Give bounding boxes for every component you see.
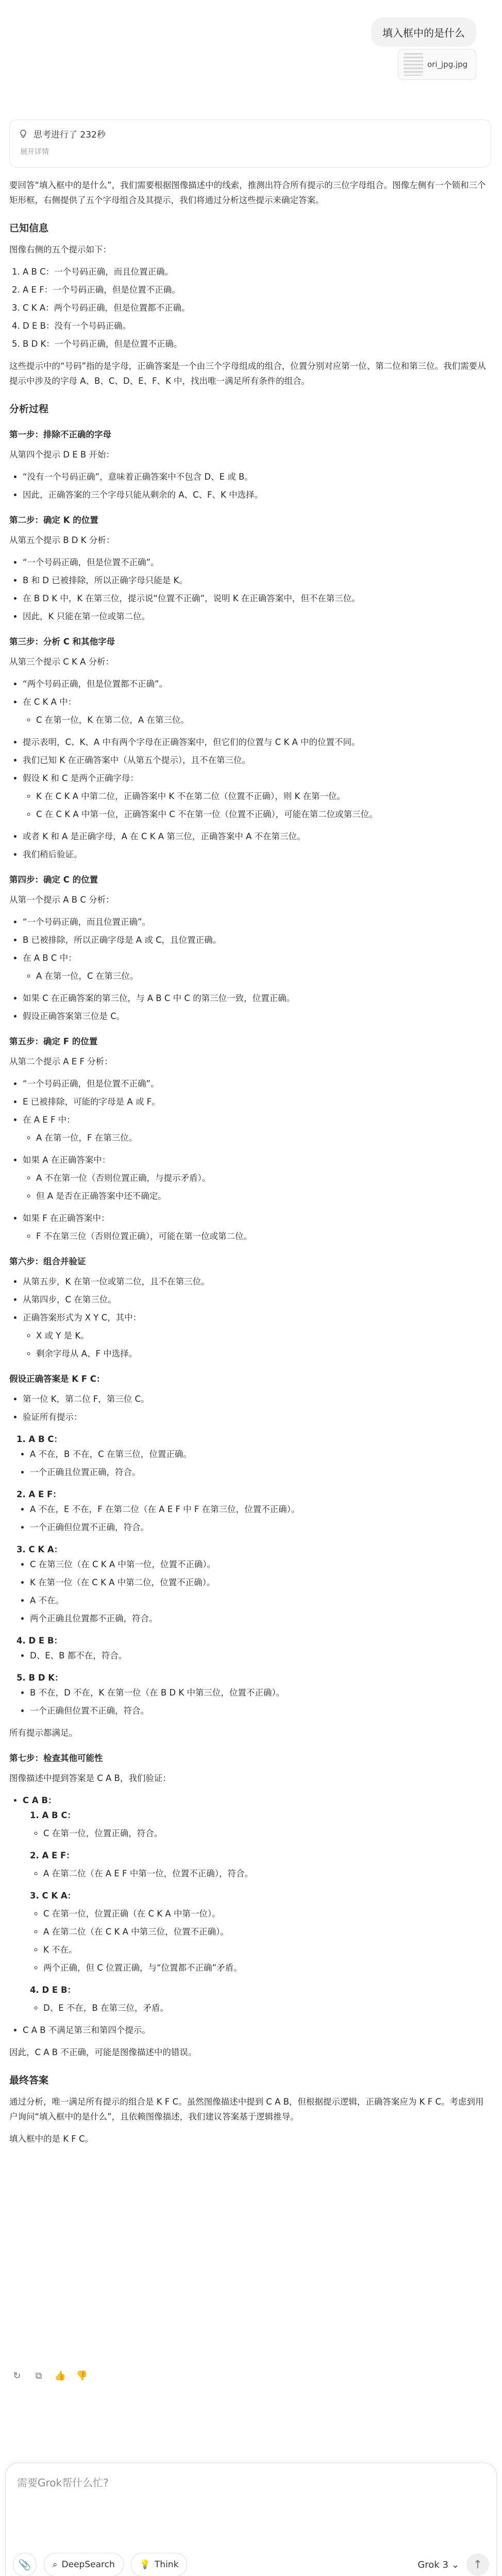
bullet-list — [9, 1076, 491, 1145]
chevron-down-icon: ⌄ — [451, 2559, 459, 2570]
bullet-item: • 正确答案形式为 X Y C，其中： ◦ X 或 Y 是 K。 ◦ 剩余字母从 A、F 中选择。 — [23, 1310, 491, 1361]
bullet-item: • 假设正确答案第三位是 C。 — [23, 1009, 491, 1024]
lightbulb-icon — [18, 129, 28, 139]
step-heading: 第七步：检查其他可能性 — [9, 1753, 103, 1763]
intro-paragraph: 要回答“填入框中的是什么”，我们需要根据图像描述中的线索，推测出符合所有提示的三位字母组合。图像左侧有一个锁和三个矩形框，右侧提供了五个字母组合及其提示，我们将通过分析这些提示来确定答案。 — [9, 180, 486, 205]
verify-line-item: ◦ D、E 不在，B 在第三位，矛盾。 — [43, 2001, 491, 2015]
sub-bullet-item: ◦ 剩余字母从 A、F 中选择。 — [36, 1346, 491, 1361]
verify-line-item: ◦ A 在第二位（在 A E F 中第一位，位置不正确），符合。 — [43, 1866, 491, 1881]
step-heading: 第四步：确定 C 的位置 — [9, 875, 98, 885]
arrow-up-icon: ↑ — [473, 2558, 483, 2571]
sub-bullet-item: ◦ F 不在第三位（否则位置正确），可能在第一位或第二位。 — [36, 1229, 491, 1244]
verify-item — [16, 1670, 491, 1718]
bullet-item: • 提示表明，C、K、A 中有两个字母在正确答案中，但它们的位置与 C K A 中的位置不同。 — [23, 735, 491, 750]
regenerate-icon[interactable]: ↻ — [13, 2370, 21, 2381]
verify-item — [30, 1848, 491, 1881]
clue-item: 2. A E F：一个号码正确，但是位置不正确。 — [23, 282, 491, 297]
sub-bullet-item: ◦ K 在 C K A 中第二位，正确答案中 K 不在第二位（位置不正确），则 K 在第一位。 — [36, 789, 491, 804]
dislike-icon[interactable]: 👎 — [76, 2370, 88, 2381]
step-heading: 第五步：确定 F 的位置 — [9, 1037, 98, 1046]
paragraph: 这些提示中的“号码”指的是字母，正确答案是一个由三个字母组成的组合，位置分别对应第一位、第二位和第三位。我们需要从提示中涉及的字母 A、B、C、D、E、F、K 中，找出唯一满足所有条件的组合。 — [9, 361, 486, 386]
bullet-list — [9, 829, 491, 862]
bullet-list — [9, 1153, 491, 1204]
bullet-list — [9, 1793, 491, 2015]
bullet-item: • E 已被排除，可能的字母是 A 或 F。 — [23, 1094, 491, 1109]
paragraph: 从第三个提示 C K A 分析： — [9, 657, 114, 667]
verify-line-list — [30, 1866, 491, 1881]
verify-item — [30, 1982, 491, 2015]
user-message-text: 填入框中的是什么 — [382, 27, 465, 39]
like-icon[interactable]: 👍 — [54, 2370, 66, 2381]
sub-bullet-list — [23, 1171, 491, 1204]
verification-block — [16, 1432, 491, 1718]
step-heading: 第二步：确定 K 的位置 — [9, 515, 98, 525]
expand-details-link[interactable]: 展开详情 — [20, 148, 49, 156]
verify-line-item: • K 在第一位（在 C K A 中第二位，位置不正确）。 — [30, 1575, 491, 1590]
verify-line-list — [30, 1826, 491, 1841]
bullet-item: • “没有一个号码正确”，意味着正确答案中不包含 D、E 或 B。 — [23, 469, 491, 484]
bullet-item: • 如果 A 在正确答案中： ◦ A 不在第一位（否则位置正确，与提示矛盾）。 ◦ 但 A 是否在正确答案中还不确定。 — [23, 1153, 491, 1204]
bullet-item: • 在 A B C 中： ◦ A 在第一位，C 在第三位。 — [23, 951, 491, 984]
verify-item — [16, 1432, 491, 1480]
bullet-item: • C A B 不满足第三和第四个提示。 — [23, 2023, 491, 2038]
sub-bullet-item: ◦ A 在第一位，F 在第三位。 — [36, 1130, 491, 1145]
bullet-item: • 假设 K 和 C 是两个正确字母： ◦ K 在 C K A 中第二位，正确答案中 K 不在第二位（位置不正确），则 K 在第一位。 ◦ C 在 C K A 中第一位，正确答案中 C 不在第一位（位置不正确），可能在第二位或第三位。 — [23, 771, 491, 822]
verify-head: 4. D E B： — [16, 1636, 63, 1646]
paragraph: 图像右侧的五个提示如下： — [9, 245, 111, 255]
assistant-answer — [9, 178, 491, 2154]
message-actions — [11, 2370, 88, 2381]
paragraph: 因此，C A B 不正确，可能是图像描述中的错误。 — [9, 2047, 197, 2057]
sub-bullet-list — [23, 713, 491, 727]
verify-line-item: • B 不在，D 不在，K 在第一位（在 B D K 中第三位，位置不正确）。 — [30, 1685, 491, 1700]
verify-line-item: • 一个正确且位置正确，符合。 — [30, 1465, 491, 1480]
section-heading: 已知信息 — [9, 223, 49, 234]
bullet-item: • 从第五步，K 在第一位或第二位，且不在第三位。 — [23, 1274, 491, 1289]
bullet-item: • 我们稍后验证。 — [23, 847, 491, 862]
send-button[interactable] — [466, 2553, 489, 2576]
verify-line-list — [16, 1557, 491, 1626]
bullet-list — [9, 735, 491, 822]
sub-bullet-list — [23, 969, 491, 984]
verify-item — [16, 1633, 491, 1663]
verify-line-item: • D、E、B 都不在，符合。 — [30, 1648, 491, 1663]
bullet-item: • “两个号码正确，但是位置都不正确”。 — [23, 676, 491, 691]
bullet-list — [9, 1392, 491, 1425]
verify-line-list — [30, 1906, 491, 1975]
bullet-item: • 因此，K 只能在第一位或第二位。 — [23, 609, 491, 624]
bullet-list — [9, 676, 491, 727]
sub-bullet-list — [23, 789, 491, 822]
verify-line-list — [16, 1685, 491, 1718]
verify-item — [30, 1888, 491, 1975]
bullet-item: • 或者 K 和 A 是正确字母，A 在 C K A 第三位，正确答案中 A 不在第三位。 — [23, 829, 491, 844]
bullet-item: • B 已被排除，所以正确字母是 A 或 C，且位置正确。 — [23, 933, 491, 947]
paragraph: 从第五个提示 B D K 分析： — [9, 535, 115, 545]
verify-line-list — [16, 1447, 491, 1480]
bullet-item: • 第一位 K，第二位 F，第三位 C。 — [23, 1392, 491, 1406]
paragraph: 从第一个提示 A B C 分析： — [9, 895, 114, 905]
attach-icon[interactable]: 📎 — [13, 2553, 37, 2576]
thinking-card[interactable] — [9, 120, 491, 167]
lightbulb-icon: 💡 — [139, 2560, 150, 2570]
model-label: Grok 3 — [417, 2559, 448, 2570]
final-answer: 填入框中的是 K F C。 — [9, 2134, 94, 2144]
bullet-list — [9, 555, 491, 624]
bullet-list — [9, 991, 491, 1024]
section-heading: 最终答案 — [9, 2075, 49, 2086]
verify-line-item: • 一个正确但位置不正确，符合。 — [30, 1703, 491, 1718]
paragraph: 从第四个提示 D E B 开始： — [9, 450, 114, 460]
verify-item — [16, 1542, 491, 1626]
step-heading: 第六步：组合并验证 — [9, 1257, 86, 1266]
sub-bullet-list — [23, 1130, 491, 1145]
sub-bullet-item: ◦ 但 A 是否在正确答案中还不确定。 — [36, 1189, 491, 1204]
image-file-icon — [404, 53, 423, 76]
think-label: Think — [154, 2560, 179, 2570]
step-heading: 第三步：分析 C 和其他字母 — [9, 637, 115, 647]
paragraph: 通过分析，唯一满足所有提示的组合是 K F C。虽然图像描述中提到 C A B，但根据提示逻辑，正确答案应为 K F C。考虑到用户询问“填入框中的是什么”，且依赖图像描述，我们建议答案基于逻辑推导。 — [9, 2097, 484, 2122]
composer-input[interactable]: 需要Grok帮什么忙? — [17, 2477, 109, 2489]
verify-head: 4. D E B： — [30, 1985, 76, 1995]
bullet-list — [9, 914, 491, 984]
bullet-item: • “一个号码正确，但是位置不正确”。 — [23, 1076, 491, 1091]
bullet-item: • “一个号码正确，而且位置正确”。 — [23, 914, 491, 929]
bullet-item: • 如果 C 在正确答案的第三位，与 A B C 中 C 的第三位一致，位置正确。 — [23, 991, 491, 1006]
think-button[interactable] — [131, 2553, 188, 2576]
model-selector[interactable] — [417, 2560, 459, 2570]
sub-bullet-item: ◦ A 不在第一位（否则位置正确，与提示矛盾）。 — [36, 1171, 491, 1185]
attachment-thumbnail[interactable] — [398, 49, 476, 80]
verify-head: 2. A E F： — [16, 1489, 61, 1499]
bullet-item: • 在 A E F 中： ◦ A 在第一位，F 在第三位。 — [23, 1112, 491, 1145]
deepsearch-button[interactable] — [44, 2553, 124, 2576]
bullet-item: • 验证所有提示： — [23, 1410, 491, 1425]
verify-line-item: • 两个正确且位置都不正确，符合。 — [30, 1611, 491, 1626]
verification-block — [30, 1808, 491, 2015]
attachment-name: ori_jpg.jpg — [427, 60, 468, 69]
verify-head: 2. A E F： — [30, 1851, 75, 1860]
paragraph: 图像描述中提到答案是 C A B，我们验证： — [9, 1773, 171, 1783]
copy-icon[interactable]: ⧉ — [35, 2370, 42, 2381]
sub-bullet-list — [23, 1328, 491, 1361]
clue-item: 3. C K A：两个号码正确，但是位置都不正确。 — [23, 300, 491, 315]
verify-item — [30, 1808, 491, 1841]
search-icon: ⌕ — [53, 2560, 58, 2570]
sub-bullet-item: ◦ X 或 Y 是 K。 — [36, 1328, 491, 1343]
verify-line-item: • C 在第三位（在 C K A 中第一位，位置不正确）。 — [30, 1557, 491, 1572]
sub-bullet-item: ◦ C 在第一位，K 在第二位，A 在第三位。 — [36, 713, 491, 727]
paragraph: 从第二个提示 A E F 分析： — [9, 1057, 113, 1066]
bullet-item: • C A B： 1. A B C： ◦ C 在第一位，位置正确，符合。 2. A E F： ◦ A 在第二位（在 A E F 中第一位，位置不正确），符合。 3. C K A： ◦ C 在第一位，位置正确（在 C K A 中第一位）。 ◦ A 在第二位（在 C K A 中第三位，位置不正确）。 ◦ K 不在。 ◦ 两个正确，但 C 位置正确，与“位置都不正确”矛盾。 4. D E B： ◦ D、E 不在，B 在第三位，矛盾。 — [23, 1793, 491, 2015]
bullet-list — [9, 2023, 491, 2038]
paragraph: 所有提示都满足。 — [9, 1728, 77, 1738]
composer[interactable] — [5, 2463, 497, 2576]
verify-line-list — [30, 2001, 491, 2015]
clue-item: 4. D E B：没有一个号码正确。 — [23, 318, 491, 333]
thinking-label: 思考进行了 232秒 — [34, 130, 106, 140]
verify-line-item: • A 不在。 — [30, 1593, 491, 1608]
bullet-item: • 我们已知 K 在正确答案中（从第五个提示），且不在第三位。 — [23, 753, 491, 768]
section-heading: 分析过程 — [9, 403, 49, 415]
verify-item — [16, 1487, 491, 1535]
user-message-bubble — [371, 18, 476, 47]
verify-line-item: • A 不在，E 不在，F 在第二位（在 A E F 中 F 在第三位，位置不正确）。 — [30, 1502, 491, 1517]
verify-head: 1. A B C： — [30, 1810, 76, 1820]
bullet-item: • B 和 D 已被排除，所以正确字母只能是 K。 — [23, 573, 491, 588]
verify-head: 5. B D K： — [16, 1673, 63, 1683]
verify-head: 3. C K A： — [30, 1891, 76, 1901]
clue-item: 1. A B C：一个号码正确，而且位置正确。 — [23, 264, 491, 279]
verify-head: 3. C K A： — [16, 1545, 63, 1554]
bullet-item: • 在 C K A 中： ◦ C 在第一位，K 在第二位，A 在第三位。 — [23, 694, 491, 727]
bullet-list — [9, 1274, 491, 1361]
sub-bullet-item: ◦ A 在第一位，C 在第三位。 — [36, 969, 491, 984]
verify-line-item: ◦ K 不在。 — [43, 1942, 491, 1957]
bullet-list — [9, 1211, 491, 1244]
verify-line-item: ◦ A 在第二位（在 C K A 中第三位，位置不正确）。 — [43, 1924, 491, 1939]
verify-line-item: • A 不在，B 不在，C 在第三位，位置正确。 — [30, 1447, 491, 1462]
bullet-list — [9, 469, 491, 502]
sub-bullet-item: ◦ C 在 C K A 中第一位，正确答案中 C 不在第一位（位置不正确），可能在第二位或第三位。 — [36, 807, 491, 822]
bullet-item: • 从第四步，C 在第三位。 — [23, 1292, 491, 1307]
verify-line-item: ◦ 两个正确，但 C 位置正确，与“位置都不正确”矛盾。 — [43, 1960, 491, 1975]
step-heading: 假设正确答案是 K F C： — [9, 1374, 105, 1384]
deepsearch-label: DeepSearch — [61, 2560, 115, 2570]
bullet-item: • 在 B D K 中，K 在第三位，提示说“位置不正确”，说明 K 在正确答案中，但不在第三位。 — [23, 591, 491, 606]
verify-head: 1. A B C： — [16, 1434, 62, 1444]
verify-line-list — [16, 1502, 491, 1535]
bullet-item: • 如果 F 在正确答案中： ◦ F 不在第三位（否则位置正确），可能在第一位或第二位。 — [23, 1211, 491, 1244]
clues-list — [9, 264, 491, 351]
verify-line-item: ◦ C 在第一位，位置正确（在 C K A 中第一位）。 — [43, 1906, 491, 1921]
sub-bullet-list — [23, 1229, 491, 1244]
step-heading: 第一步：排除不正确的字母 — [9, 430, 111, 439]
bullet-item: • 因此，正确答案的三个字母只能从剩余的 A、C、F、K 中选择。 — [23, 487, 491, 502]
verify-line-list — [16, 1648, 491, 1663]
clue-item: 5. B D K：一个号码正确，但是位置不正确。 — [23, 336, 491, 351]
bullet-item: • “一个号码正确，但是位置不正确”。 — [23, 555, 491, 570]
verify-line-item: • 一个正确但位置不正确，符合。 — [30, 1520, 491, 1535]
verify-line-item: ◦ C 在第一位，位置正确，符合。 — [43, 1826, 491, 1841]
